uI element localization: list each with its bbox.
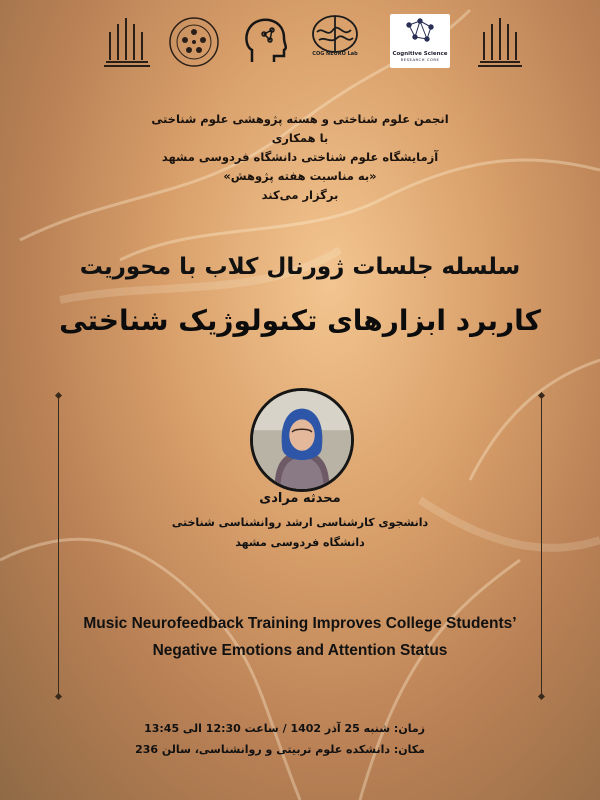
event-place: مکان: دانشکده علوم تربیتی و روانشناسی، سالن 236 [135,743,425,756]
series-title-line2: کاربرد ابزارهای تکنولوژیک شناختی [59,304,541,337]
talk-title [30,610,570,664]
university-emblem-icon [470,10,528,72]
cog-neuro-lab-text: COG NEURO Lab [312,51,358,57]
logo-strip [0,10,600,80]
cog-neuro-lab-icon [305,10,365,72]
cognitive-science-title: Cognitive Science [392,51,448,57]
speaker-photo [250,388,354,492]
cognitive-science-logo [390,14,450,68]
talk-title-line2: Negative Emotions and Attention Status [152,642,448,659]
intro-line-holds: برگزار می‌کند [261,188,339,202]
network-icon [403,17,437,47]
circular-seal-icon [165,10,223,72]
event-details [105,718,425,760]
intro-line-occasion: «به مناسبت هفته پژوهش» [223,169,377,183]
intro-line-cooperation: با همکاری [271,131,329,145]
event-time: زمان: شنبه 25 آذر 1402 / ساعت 12:30 الی 13:45 [144,722,425,735]
talk-title-line1: Music Neurofeedback Training Improves College Students’ [83,615,517,632]
intro-line-organizers: انجمن علوم شناختی و هسته پژوهشی علوم شناختی [151,112,449,126]
intro-line-lab: آزمایشگاه علوم شناختی دانشگاه فردوسی مشهد [161,150,439,164]
speaker-role: دانشجوی کارشناسی ارشد روانشناسی شناختی [171,516,429,529]
speaker-name: محدثه مرادی [259,491,341,506]
speaker-university: دانشگاه فردوسی مشهد [235,536,365,549]
series-title-line1: سلسله جلسات ژورنال کلاب با محوریت [79,254,521,280]
brain-head-icon [236,10,294,72]
intro-text [60,110,540,205]
cognitive-science-subtitle: RESEARCH CORE [400,57,440,62]
university-emblem-icon [98,10,156,72]
